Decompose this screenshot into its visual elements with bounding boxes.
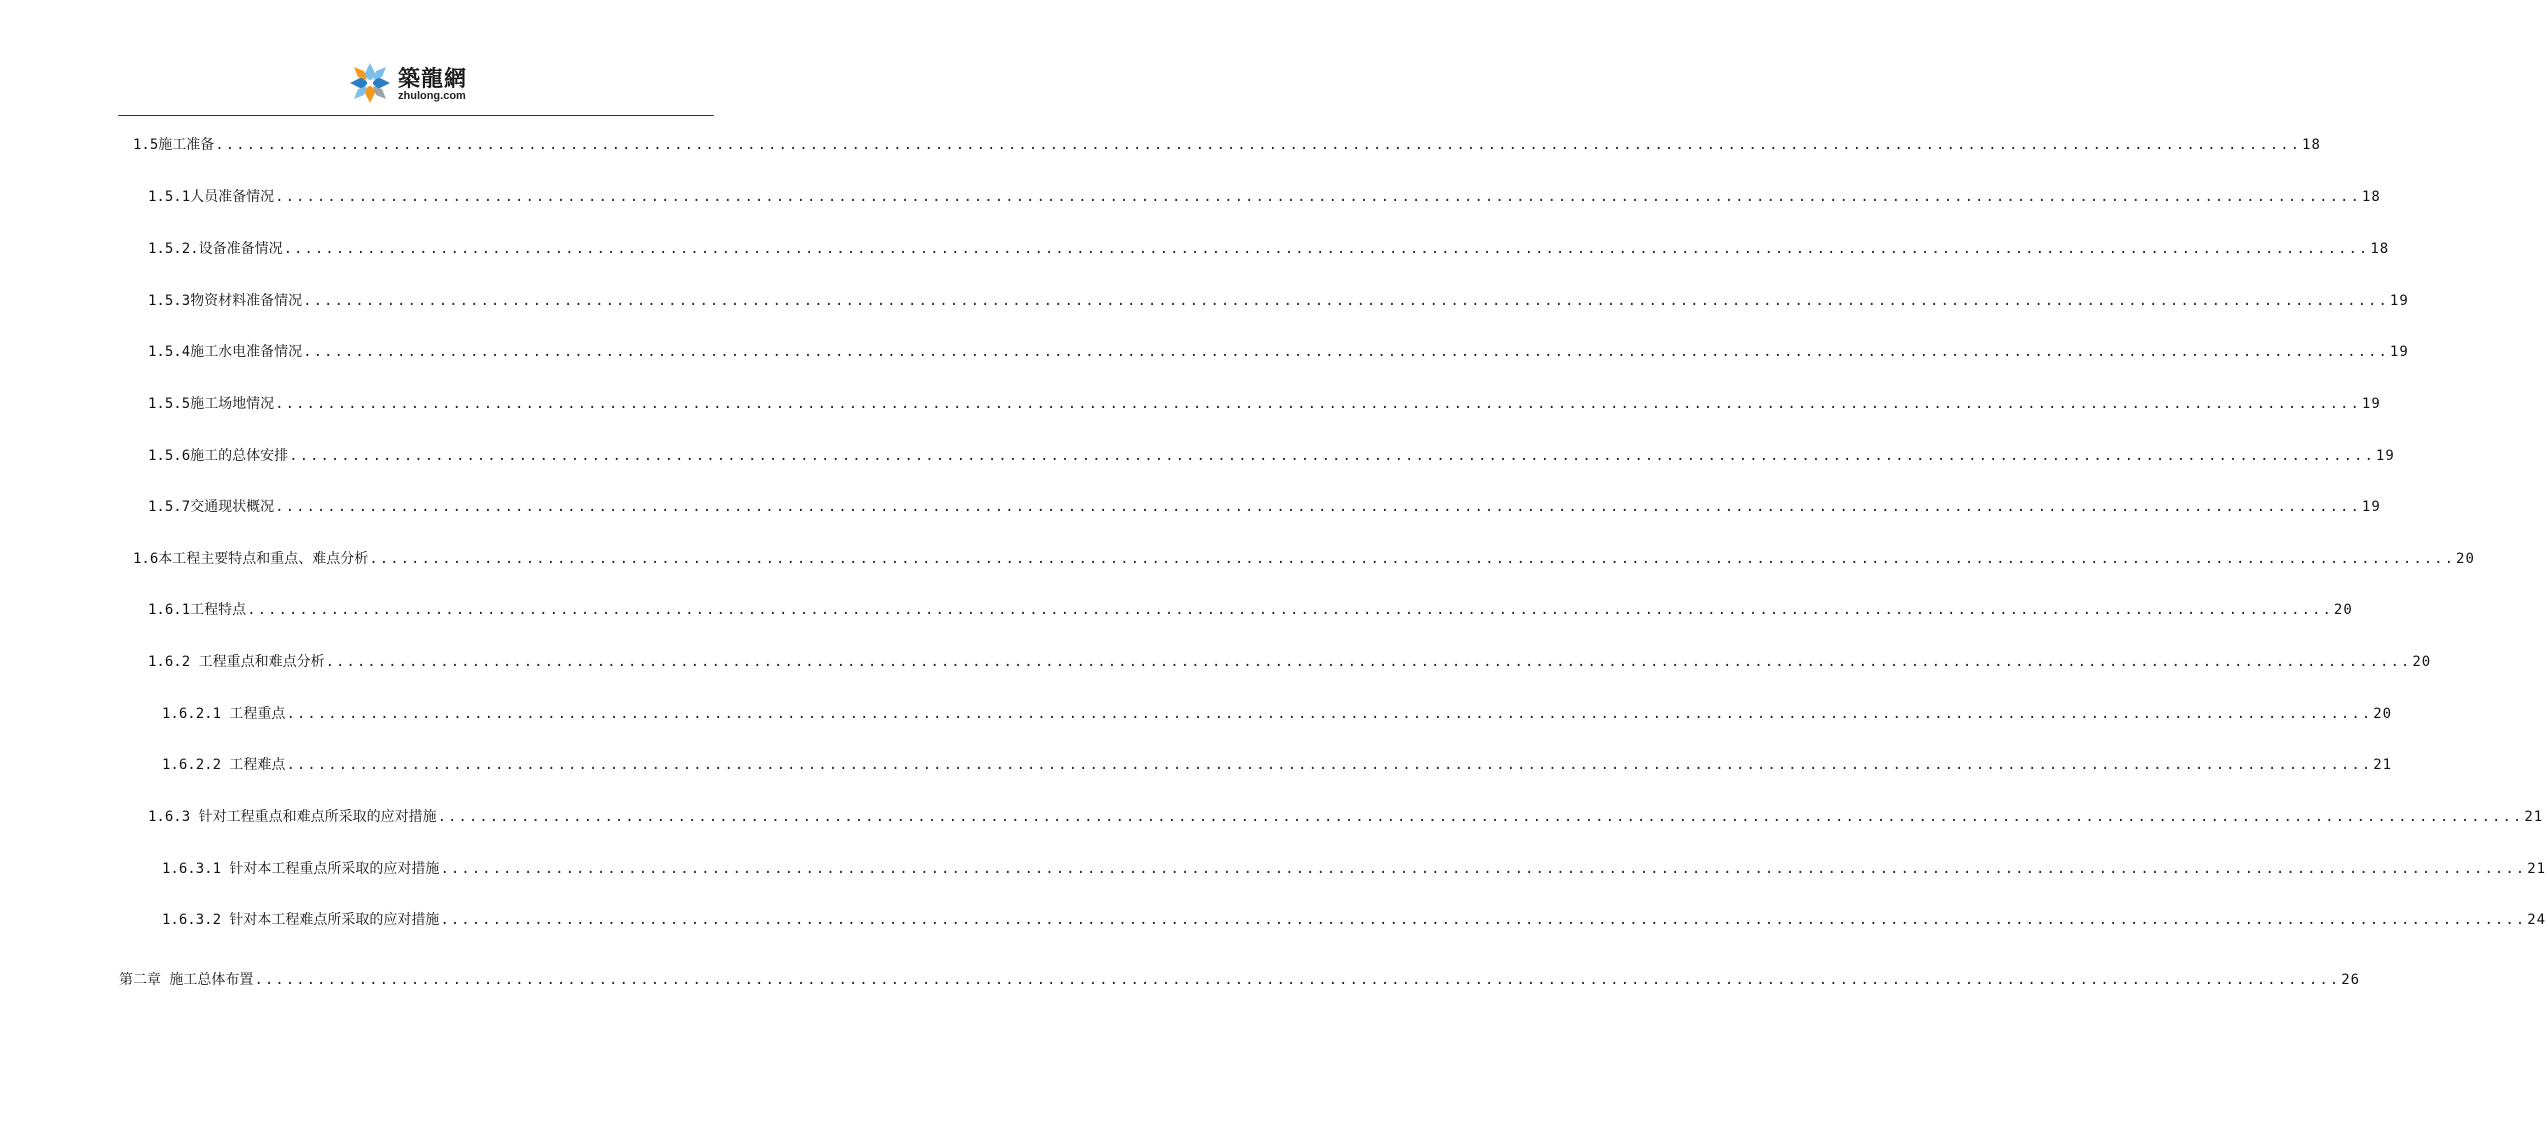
toc-entry-title: 第二章 施工总体布置 (119, 972, 254, 988)
toc-entry-title: 1.6.1工程特点 (148, 602, 247, 618)
toc-entry-chapter[interactable] (119, 966, 2361, 990)
toc-entry[interactable] (162, 855, 2546, 879)
toc-entry[interactable] (162, 700, 2393, 724)
toc-dot-leader: ........................................................................................................................................................................................................ (254, 972, 2341, 988)
toc-entry[interactable] (148, 493, 2381, 517)
toc-page-number: 19 (2375, 448, 2395, 464)
toc-page-number: 20 (2412, 654, 2432, 670)
toc-dot-leader: ........................................................................................................................................................................................................ (275, 189, 2361, 205)
toc-page-number: 21 (2527, 861, 2546, 877)
toc-dot-leader: ........................................................................................................................................................................................................ (215, 137, 2302, 153)
toc-dot-leader: ........................................................................................................................................................................................................ (286, 706, 2373, 722)
toc-dot-leader: ........................................................................................................................................................................................................ (303, 293, 2389, 309)
toc-entry[interactable] (133, 131, 2321, 155)
toc-entry-title: 1.6.3 针对工程重点和难点所采取的应对措施 (148, 809, 437, 825)
toc-page-number: 18 (2302, 137, 2321, 153)
toc-entry-title: 1.5.4施工水电准备情况 (148, 344, 303, 360)
toc-page-number: 21 (2373, 757, 2393, 773)
toc-entry-title: 1.6.2 工程重点和难点分析 (148, 654, 325, 670)
toc-dot-leader: ........................................................................................................................................................................................................ (303, 344, 2389, 360)
toc-page-number: 20 (2333, 602, 2353, 618)
toc-entry[interactable] (148, 648, 2432, 672)
toc-page-number: 20 (2373, 706, 2393, 722)
toc-entry[interactable] (162, 906, 2546, 930)
toc-page-number: 18 (2361, 189, 2381, 205)
toc-page-number: 19 (2361, 396, 2381, 412)
toc-entry[interactable] (162, 751, 2393, 775)
toc-entry-title: 1.6.2.2 工程难点 (162, 757, 286, 773)
toc-dot-leader: ........................................................................................................................................................................................................ (275, 396, 2361, 412)
toc-entry[interactable] (148, 596, 2353, 620)
toc-dot-leader: ........................................................................................................................................................................................................ (283, 241, 2370, 257)
toc-dot-leader: ........................................................................................................................................................................................................ (437, 809, 2524, 825)
toc-entry-title: 1.6.3.1 针对本工程重点所采取的应对措施 (162, 861, 440, 877)
toc-page-number: 20 (2456, 551, 2475, 567)
toc-page-number: 21 (2524, 809, 2544, 825)
toc-entry[interactable] (148, 287, 2409, 311)
toc-entry-title: 1.5施工准备 (133, 137, 215, 153)
toc-dot-leader: ........................................................................................................................................................................................................ (440, 861, 2527, 877)
toc-entry[interactable] (148, 183, 2381, 207)
toc-entry-title: 1.6.3.2 针对本工程难点所采取的应对措施 (162, 912, 440, 928)
toc-entry[interactable] (148, 235, 2390, 259)
toc-dot-leader: ........................................................................................................................................................................................................ (275, 499, 2361, 515)
toc-dot-leader: ........................................................................................................................................................................................................ (286, 757, 2373, 773)
toc-entry-title: 1.5.7交通现状概况 (148, 499, 275, 515)
toc-dot-leader: ........................................................................................................................................................................................................ (247, 602, 2333, 618)
toc-entry[interactable] (133, 545, 2475, 569)
toc-entry[interactable] (148, 390, 2381, 414)
toc-dot-leader: ........................................................................................................................................................................................................ (289, 448, 2375, 464)
toc-page-number: 18 (2370, 241, 2390, 257)
toc-entry-title: 1.6.2.1 工程重点 (162, 706, 286, 722)
toc-entry-title: 1.5.1人员准备情况 (148, 189, 275, 205)
toc-entry-title: 1.5.6施工的总体安排 (148, 448, 289, 464)
logo-url-text: zhulong.com (398, 90, 466, 102)
toc-entry-title: 1.5.3物资材料准备情况 (148, 293, 303, 309)
toc-page-number: 19 (2389, 293, 2409, 309)
toc-page-number: 24 (2527, 912, 2546, 928)
toc-page-number: 26 (2341, 972, 2361, 988)
toc-entry[interactable] (148, 338, 2409, 362)
toc-entry-title: 1.5.2.设备准备情况 (148, 241, 283, 257)
toc-dot-leader: ........................................................................................................................................................................................................ (325, 654, 2412, 670)
toc-entry-title: 1.5.5施工场地情况 (148, 396, 275, 412)
toc-entry-title: 1.6本工程主要特点和重点、难点分析 (133, 551, 369, 567)
toc-page-number: 19 (2389, 344, 2409, 360)
toc-entry[interactable] (148, 803, 2544, 827)
toc-entry[interactable] (148, 442, 2395, 466)
toc-dot-leader: ........................................................................................................................................................................................................ (440, 912, 2527, 928)
toc-dot-leader: ........................................................................................................................................................................................................ (369, 551, 2456, 567)
logo-chinese-text: 築龍網 (398, 66, 468, 92)
toc-page-number: 19 (2361, 499, 2381, 515)
